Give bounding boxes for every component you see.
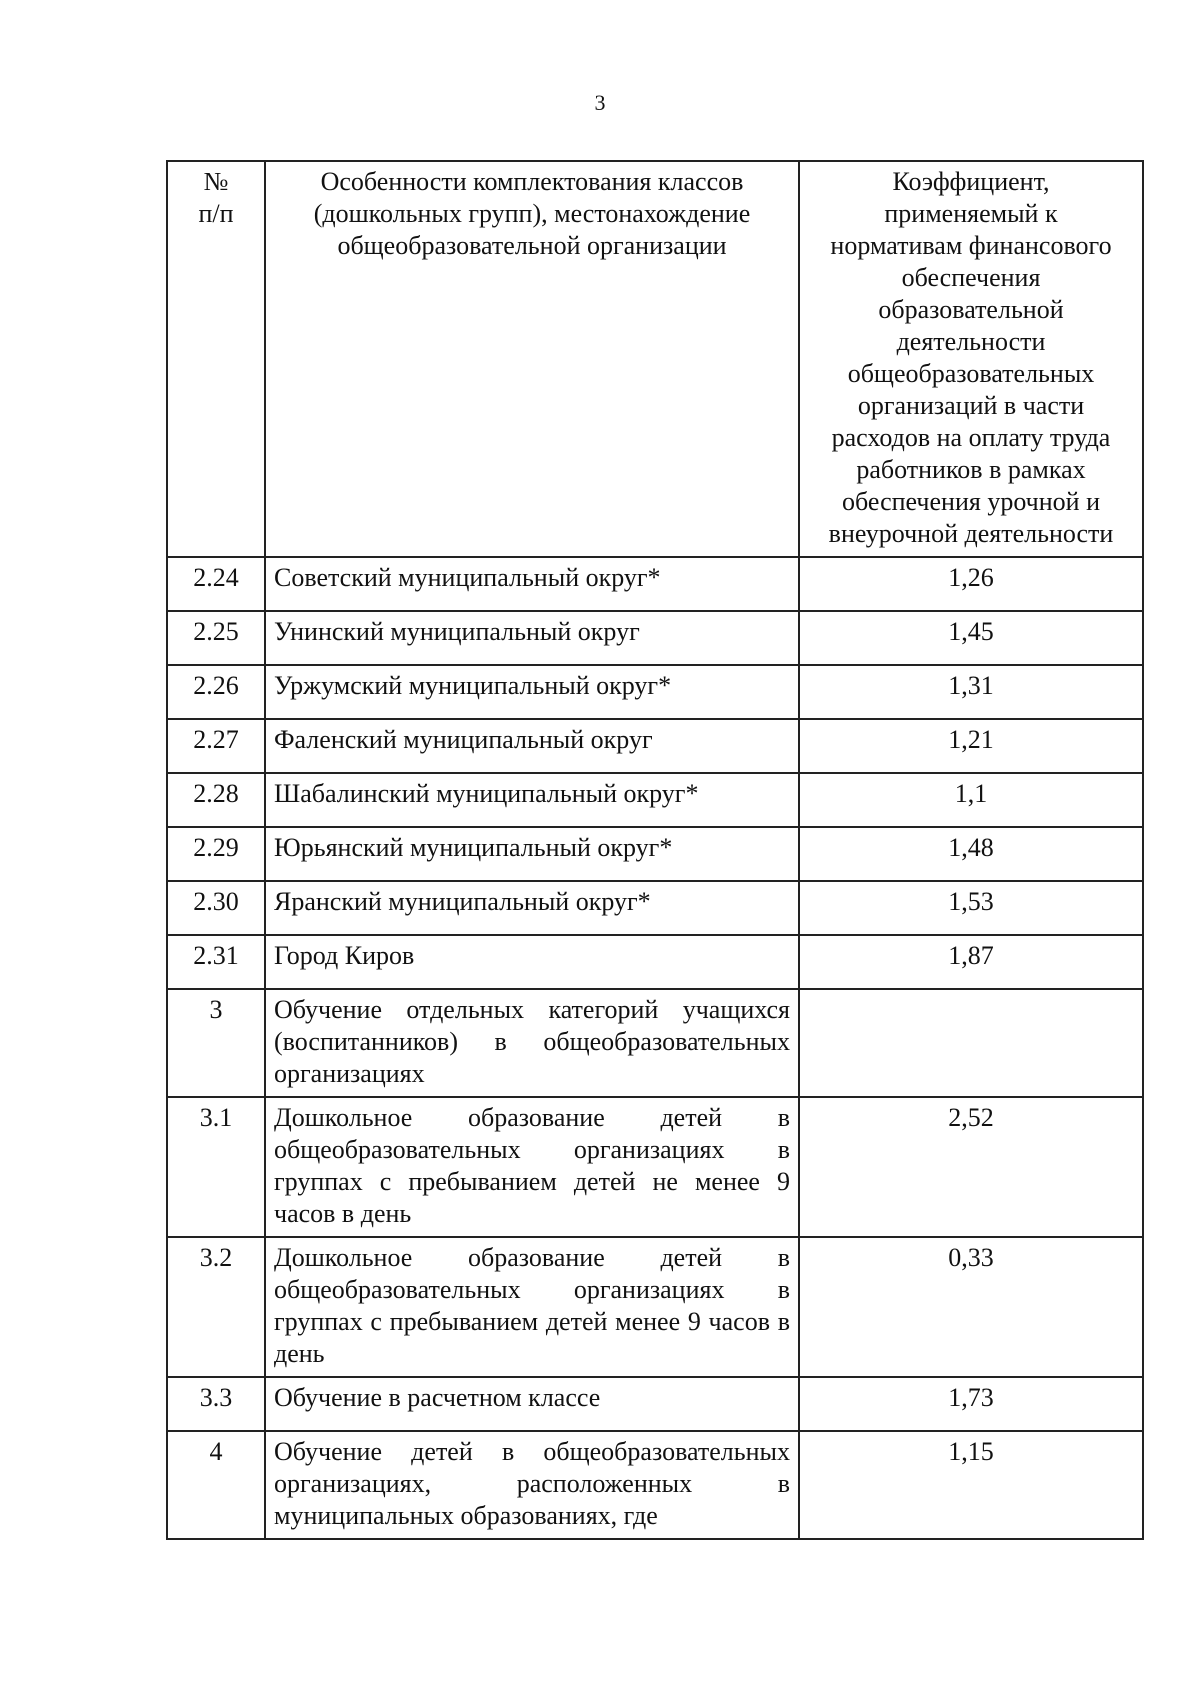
header-description xyxy=(265,161,799,557)
header-coefficient-line: Коэффициент, xyxy=(892,167,1050,196)
header-coefficient-line: общеобразовательных xyxy=(847,359,1095,388)
row-coefficient: 1,15 xyxy=(799,1431,1143,1539)
table-row xyxy=(167,1097,1143,1237)
page-number: 3 xyxy=(594,90,606,115)
table-row xyxy=(167,557,1143,611)
table-row xyxy=(167,665,1143,719)
row-description: Город Киров xyxy=(265,935,799,989)
row-description: Унинский муниципальный округ xyxy=(265,611,799,665)
row-coefficient: 1,26 xyxy=(799,557,1143,611)
table-row xyxy=(167,881,1143,935)
header-coefficient-line: внеурочной деятельности xyxy=(828,519,1114,548)
header-coefficient-line: расходов на оплату труда xyxy=(831,423,1111,452)
row-coefficient: 0,33 xyxy=(799,1237,1143,1377)
header-coefficient-line: применяемый к xyxy=(884,199,1058,228)
header-description-line: (дошкольных групп), местонахождение xyxy=(313,199,751,228)
row-coefficient: 1,21 xyxy=(799,719,1143,773)
row-coefficient: 1,73 xyxy=(799,1377,1143,1431)
row-description: Советский муниципальный округ* xyxy=(265,557,799,611)
table-row xyxy=(167,773,1143,827)
header-coefficient-line: обеспечения xyxy=(901,263,1041,292)
row-number: 3.1 xyxy=(167,1097,265,1237)
table-row xyxy=(167,719,1143,773)
header-description-line: Особенности комплектования классов xyxy=(320,167,744,196)
row-description: Обучение отдельных категорий учащихся (воспитанников) в общеобразовательных организациях xyxy=(265,989,799,1097)
row-number: 3.2 xyxy=(167,1237,265,1377)
row-number: 2.28 xyxy=(167,773,265,827)
table-row xyxy=(167,827,1143,881)
row-number: 2.29 xyxy=(167,827,265,881)
table-row xyxy=(167,1377,1143,1431)
coefficients-table xyxy=(166,160,1144,1540)
row-description: Обучение в расчетном классе xyxy=(265,1377,799,1431)
row-coefficient xyxy=(799,989,1143,1097)
row-number: 2.25 xyxy=(167,611,265,665)
header-coefficient-line: нормативам финансового xyxy=(830,231,1112,260)
row-coefficient: 1,48 xyxy=(799,827,1143,881)
header-coefficient-line: обеспечения урочной и xyxy=(842,487,1100,516)
row-number: 4 xyxy=(167,1431,265,1539)
row-coefficient: 1,31 xyxy=(799,665,1143,719)
row-description: Яранский муниципальный округ* xyxy=(265,881,799,935)
row-number: 2.27 xyxy=(167,719,265,773)
header-coefficient-line: образовательной xyxy=(878,295,1064,324)
header-coefficient-line: организаций в части xyxy=(857,391,1085,420)
table-row xyxy=(167,935,1143,989)
row-description: Уржумский муниципальный округ* xyxy=(265,665,799,719)
row-description: Юрьянский муниципальный округ* xyxy=(265,827,799,881)
header-description-line: общеобразовательной организации xyxy=(337,231,727,260)
row-number: 2.30 xyxy=(167,881,265,935)
row-coefficient: 1,87 xyxy=(799,935,1143,989)
row-number: 3.3 xyxy=(167,1377,265,1431)
table-row xyxy=(167,1237,1143,1377)
table-row xyxy=(167,1431,1143,1539)
row-description: Дошкольное образование детей в общеобразовательных организациях в группах с пребыванием детей не менее 9 часов в день xyxy=(265,1097,799,1237)
header-coefficient-line: работников в рамках xyxy=(856,455,1086,484)
row-description: Шабалинский муниципальный округ* xyxy=(265,773,799,827)
header-coefficient xyxy=(799,161,1143,557)
row-number: 2.31 xyxy=(167,935,265,989)
row-coefficient: 1,53 xyxy=(799,881,1143,935)
header-number-line: № xyxy=(203,167,229,196)
table-row xyxy=(167,989,1143,1097)
row-description: Дошкольное образование детей в общеобразовательных организациях в группах с пребыванием детей менее 9 часов в день xyxy=(265,1237,799,1377)
row-coefficient: 1,45 xyxy=(799,611,1143,665)
header-number xyxy=(167,161,265,557)
row-number: 2.26 xyxy=(167,665,265,719)
row-description: Фаленский муниципальный округ xyxy=(265,719,799,773)
row-coefficient: 2,52 xyxy=(799,1097,1143,1237)
row-description: Обучение детей в общеобразовательных организациях, расположенных в муниципальных образованиях, где xyxy=(265,1431,799,1539)
table-row xyxy=(167,611,1143,665)
header-number-line: п/п xyxy=(198,199,234,228)
row-number: 3 xyxy=(167,989,265,1097)
row-coefficient: 1,1 xyxy=(799,773,1143,827)
row-number: 2.24 xyxy=(167,557,265,611)
header-coefficient-line: деятельности xyxy=(896,327,1046,356)
table-header-row xyxy=(167,161,1143,557)
